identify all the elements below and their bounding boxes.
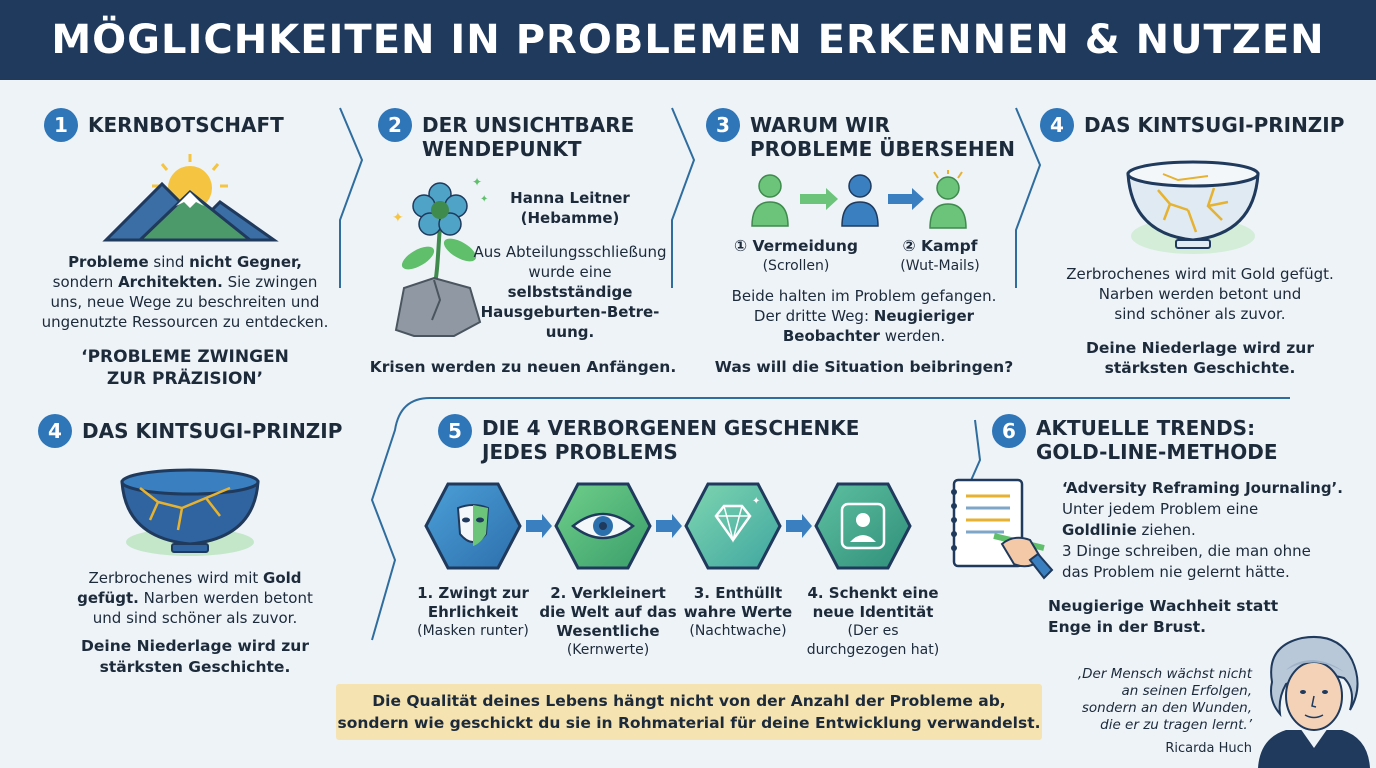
section-title [1040,108,1360,142]
section-title-text: AKTUELLE TRENDS: GOLD-LINE-METHODE [1036,416,1278,464]
hexagon-diamond-icon [686,484,780,568]
hexagon-eye-icon [556,484,650,568]
journal-pen-icon [944,474,1054,584]
section-number: 5 [438,414,472,448]
wendepunkt-footer: Krisen werden zu neuen Anfängen. [369,358,677,376]
kintsugi-bowl-blue-icon [110,458,270,558]
section-kintsugi-bottom [38,414,358,448]
svg-text:✦: ✦ [472,175,483,189]
gift-2: 2. Verkleinert die Welt auf das Wesentliche (Kernwerte) [539,584,677,658]
citation: ‚Der Mensch wächst nicht an seinen Erfolgen, sondern an den Wunden, die er zu tragen lernt.’ Ricarda Huch [1062,666,1252,757]
section-title-text: KERNBOTSCHAFT [88,113,284,137]
story-line-2: wurde eine [528,263,612,281]
section-title [438,414,938,464]
section-title-text: DAS KINTSUGI-PRINZIP [82,419,343,443]
bottom-quote-line-1: Die Qualität deines Lebens hängt nicht von der Anzahl der Probleme ab, [372,692,1006,710]
section-number: 1 [44,108,78,142]
warum-footer: Was will die Situation beibringen? [714,358,1014,376]
kintsugi-bowl-icon [1118,150,1268,260]
story-line-1: Aus Abteilungsschließung [473,243,667,261]
hexagon-person-icon [816,484,910,568]
svg-text:✦: ✦ [480,194,489,205]
section-geschenke [438,414,938,464]
text-line-3: uns, neue Wege zu beschreiten und [50,293,320,311]
section-title [378,108,668,161]
section-title [706,108,1016,161]
gift-1: 1. Zwingt zur Ehrlichkeit (Masken runter) [417,584,529,639]
text-line-4: ungenutzte Ressourcen zu entdecken. [41,313,329,331]
text-architekten: Architekten. [118,273,223,291]
section-title-text: DER UNSICHTBARE WENDEPUNKT [422,113,635,161]
kintsugi-top-footer: Deine Niederlage wird zur stärksten Geschichte. [1086,339,1314,377]
text-probleme: Probleme [68,253,149,271]
section-number: 3 [706,108,740,142]
option-kampf: ② Kampf (Wut-Mails) [900,237,980,274]
svg-text:✦: ✦ [752,496,761,507]
section-number: 2 [378,108,412,142]
section-kintsugi-top [1040,108,1360,142]
section-number: 4 [1040,108,1074,142]
story-line-4: Hausgeburten-Betre- [480,303,660,321]
section-title-text: DIE 4 VERBORGENEN GESCHENKE JEDES PROBLEMS [482,416,860,464]
text-sind: sind [148,253,190,271]
section-title-text: DAS KINTSUGI-PRINZIP [1084,113,1345,137]
svg-text:✦: ✦ [392,210,404,226]
divider-1-2 [340,108,362,288]
quote-line-2: ZUR PRÄZISION’ [106,369,264,389]
section-title [38,414,358,448]
section-wendepunkt [378,108,668,161]
section-warum [706,108,1016,161]
text-nicht-gegner: nicht Gegner, [189,253,302,271]
section-title [44,108,334,142]
trends-footer: Neugierige Wachheit statt Enge in der Brust. [1048,597,1279,636]
section-title [992,414,1362,464]
divider-3-4 [1016,108,1040,288]
person-name: Hanna Leitner [510,189,630,207]
kintsugi-bottom-footer: Deine Niederlage wird zur stärksten Geschichte. [81,637,309,676]
page-title: MÖGLICHKEITEN IN PROBLEMEN ERKENNEN & NUTZEN [51,17,1325,63]
warum-line-1: Beide halten im Problem gefangen. [731,287,997,305]
wendepunkt-text [470,188,670,342]
page-header [0,0,1376,80]
ricarda-huch-portrait [1256,630,1372,768]
kernbotschaft-text [30,252,340,332]
bottom-quote [336,684,1042,740]
kernbotschaft-quote [50,346,320,390]
section-number: 6 [992,414,1026,448]
kintsugi-top-text: Zerbrochenes wird mit Gold gefügt. Narben werden betont und sind schöner als zuvor. [1066,265,1334,323]
section-title-text: WARUM WIR PROBLEME ÜBERSEHEN [750,113,1015,161]
bottom-quote-line-2: sondern wie geschickt du sie in Rohmaterial für deine Entwicklung verwandelst. [337,714,1041,732]
hexagon-mask-icon [426,484,520,568]
citation-author: Ricarda Huch [1165,741,1252,756]
section-trends [992,414,1362,464]
text-sie-zwingen: Sie zwingen [222,273,318,291]
trends-text: ‘Adversity Reframing Journaling’. Unter jedem Problem eine Goldlinie ziehen. 3 Dinge schreiben, die man ohne das Problem nie gelernt hätte. [1062,479,1343,581]
text-sondern: sondern [52,273,119,291]
quote-line-1: ‘PROBLEME ZWINGEN [81,347,289,367]
people-arrows-icon [748,170,978,230]
mountain-sun-icon [100,150,280,242]
gift-3: 3. Enthüllt wahre Werte (Nachtwache) [683,584,793,639]
person-role: (Hebamme) [520,209,620,227]
story-line-3: selbstständige [507,283,633,301]
gift-4: 4. Schenkt eine neue Identität (Der es durchgezogen hat) [806,584,940,658]
gifts-hexagons [418,476,938,576]
section-kernbotschaft [44,108,334,142]
warum-text: Beide halten im Problem gefangen. Der dritte Weg: Neugieriger Beobachter werden. [706,286,1022,346]
story-line-5: uung. [545,323,595,341]
option-vermeidung: ① Vermeidung (Scrollen) [733,237,859,274]
section-number: 4 [38,414,72,448]
kintsugi-bottom-text: Zerbrochenes wird mit Gold gefügt. Narben werden betont und sind schöner als zuvor. [77,569,313,627]
divider-2-3 [672,108,694,288]
